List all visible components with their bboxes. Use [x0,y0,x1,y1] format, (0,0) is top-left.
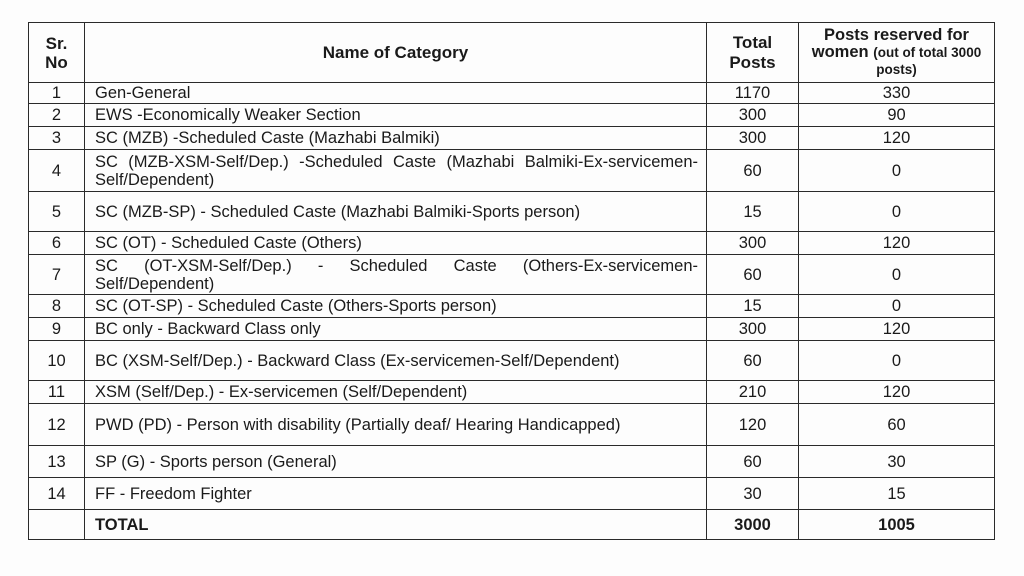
table-row [29,318,995,341]
cell-sr: 14 [29,478,85,510]
cell-sr: 8 [29,295,85,318]
header-women-main: Posts reserved for women [811,26,969,61]
cell-women-posts: 0 [799,192,995,232]
header-sr-no: Sr. No [29,23,85,83]
table-row [29,83,995,104]
cell-total-posts: 60 [707,341,799,381]
cell-women-posts: 60 [799,404,995,446]
cell-category: Gen-General [85,83,707,104]
cell-women-posts: 0 [799,295,995,318]
cell-sr: 13 [29,446,85,478]
table-row [29,127,995,150]
cell-total-posts: 60 [707,150,799,192]
cell-total-posts-sum: 3000 [707,510,799,540]
cell-category: BC (XSM-Self/Dep.) - Backward Class (Ex-servicemen-Self/Dependent) [85,341,707,381]
cell-total-posts: 300 [707,232,799,255]
cell-sr-empty [29,510,85,540]
category-posts-table [28,22,995,540]
cell-sr: 7 [29,255,85,295]
cell-sr: 6 [29,232,85,255]
table-row [29,478,995,510]
table-row [29,295,995,318]
cell-women-posts: 0 [799,341,995,381]
cell-total-posts: 60 [707,255,799,295]
cell-total-posts: 300 [707,318,799,341]
cell-category: SC (MZB) -Scheduled Caste (Mazhabi Balmiki) [85,127,707,150]
cell-total-posts: 120 [707,404,799,446]
cell-sr: 10 [29,341,85,381]
cell-women-posts: 15 [799,478,995,510]
cell-women-posts-sum: 1005 [799,510,995,540]
cell-category: PWD (PD) - Person with disability (Partially deaf/ Hearing Handicapped) [85,404,707,446]
cell-sr: 5 [29,192,85,232]
cell-category: BC only - Backward Class only [85,318,707,341]
cell-women-posts: 0 [799,150,995,192]
cell-sr: 2 [29,104,85,127]
cell-sr: 9 [29,318,85,341]
cell-women-posts: 330 [799,83,995,104]
header-women-sub: (out of total 3000 posts) [873,45,982,77]
cell-women-posts: 90 [799,104,995,127]
cell-sr: 3 [29,127,85,150]
cell-total-posts: 210 [707,381,799,404]
table-row [29,404,995,446]
header-total-posts: Total Posts [707,23,799,83]
cell-total-posts: 60 [707,446,799,478]
table-row [29,232,995,255]
table-row [29,104,995,127]
cell-category: SC (OT-XSM-Self/Dep.) - Scheduled Caste (Others-Ex-servicemen-Self/Dependent) [85,255,707,295]
cell-category: SC (MZB-XSM-Self/Dep.) -Scheduled Caste (Mazhabi Balmiki-Ex-servicemen- Self/Dependent) [85,150,707,192]
cell-total-posts: 15 [707,295,799,318]
cell-total-label: TOTAL [85,510,707,540]
cell-category: SC (OT) - Scheduled Caste (Others) [85,232,707,255]
cell-women-posts: 120 [799,127,995,150]
cell-sr: 11 [29,381,85,404]
cell-women-posts: 30 [799,446,995,478]
cell-total-posts: 300 [707,127,799,150]
table-row [29,150,995,192]
cell-total-posts: 30 [707,478,799,510]
table-total-row [29,510,995,540]
table-header-row [29,23,995,83]
cell-category: FF - Freedom Fighter [85,478,707,510]
header-name-of-category: Name of Category [85,23,707,83]
cell-sr: 1 [29,83,85,104]
table-row [29,341,995,381]
cell-women-posts: 120 [799,232,995,255]
cell-sr: 12 [29,404,85,446]
cell-category: SC (MZB-SP) - Scheduled Caste (Mazhabi Balmiki-Sports person) [85,192,707,232]
cell-women-posts: 120 [799,318,995,341]
header-posts-reserved-for-women [799,23,995,83]
cell-total-posts: 300 [707,104,799,127]
cell-category: XSM (Self/Dep.) - Ex-servicemen (Self/Dependent) [85,381,707,404]
cell-category: EWS -Economically Weaker Section [85,104,707,127]
table-row [29,446,995,478]
cell-sr: 4 [29,150,85,192]
cell-category: SC (OT-SP) - Scheduled Caste (Others-Sports person) [85,295,707,318]
cell-women-posts: 120 [799,381,995,404]
table-row [29,192,995,232]
table-row [29,255,995,295]
cell-category: SP (G) - Sports person (General) [85,446,707,478]
table-row [29,381,995,404]
cell-women-posts: 0 [799,255,995,295]
cell-total-posts: 15 [707,192,799,232]
cell-total-posts: 1170 [707,83,799,104]
